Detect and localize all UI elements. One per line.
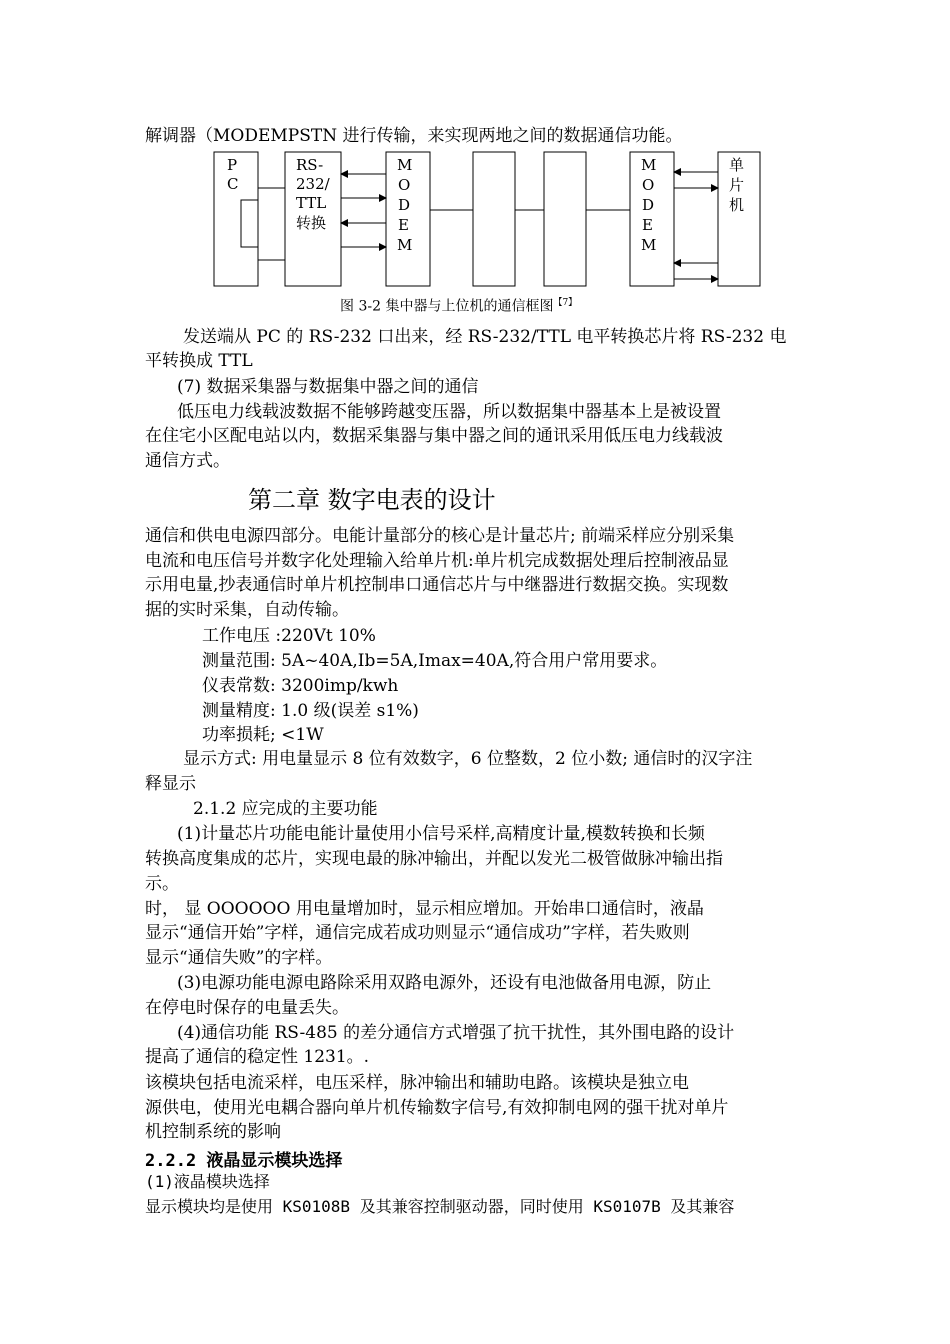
- spec-power: 功率损耗; <1W: [202, 725, 324, 745]
- para-1-line-2: 平转换成 TTL: [145, 351, 253, 371]
- func-2-line-3: 显示“通信失败”的字样。: [145, 948, 333, 968]
- body-line-1: 通信和供电电源四部分。电能计量部分的核心是计量芯片; 前端采样应分别采集: [145, 526, 735, 546]
- func-4-line-2: 提高了通信的稳定性 1231。.: [145, 1047, 370, 1067]
- figure-caption: [340, 295, 577, 316]
- modem-right-label-3: D: [642, 196, 655, 214]
- lcd-line-2: 显示模块均是使用 KS0108B 及其兼容控制驱动器，同时使用 KS0107B 及其兼容: [145, 1197, 735, 1216]
- converter-label-2: 232/: [296, 175, 330, 193]
- lcd-line-1: (1)液晶模块选择: [145, 1172, 270, 1191]
- spec-voltage: 工作电压 :220Vt 10%: [202, 626, 376, 646]
- display-mode-line-1: 显示方式: 用电量显示 8 位有效数字，6 位整数，2 位小数; 通信时的汉字注: [183, 749, 753, 769]
- channel-box-1: [473, 152, 515, 286]
- figure-caption-ref: 【7】: [553, 298, 578, 308]
- para-2: (7) 数据采集器与数据集中器之间的通信: [177, 377, 479, 397]
- body-line-4: 据的实时采集，自动传输。: [145, 600, 349, 620]
- para-3-line-1: 低压电力线载波数据不能够跨越变压器，所以数据集中器基本上是被设置: [177, 402, 721, 422]
- pc-label-1: P: [227, 156, 238, 174]
- mcu-label-1: 单: [729, 156, 745, 174]
- module-line-3: 机控制系统的影响: [145, 1122, 281, 1142]
- para-3-line-2: 在住宅小区配电站以内，数据采集器与集中器之间的通讯采用低压电力线载波: [145, 426, 723, 446]
- para-3-line-3: 通信方式。: [145, 451, 230, 471]
- modem-left-label-3: D: [398, 196, 411, 214]
- display-mode-line-2: 释显示: [145, 774, 196, 794]
- mcu-label-3: 机: [729, 196, 745, 214]
- converter-label-1: RS-: [296, 156, 324, 174]
- module-line-2: 源供电，使用光电耦合器向单片机传输数字信号,有效抑制电网的强干扰对单片: [145, 1098, 729, 1118]
- modem-left-label-5: M: [397, 236, 413, 254]
- figure-caption-text: 图 3-2 集中器与上位机的通信框图: [340, 298, 554, 315]
- mcu-label-2: 片: [729, 176, 745, 194]
- modem-left-label-1: M: [397, 156, 413, 174]
- spec-accuracy: 测量精度: 1.0 级(误差 s1%): [202, 701, 419, 721]
- modem-left-label-4: E: [398, 216, 409, 234]
- communication-block-diagram: [210, 148, 770, 290]
- modem-right-label-1: M: [641, 156, 657, 174]
- func-1-line-1: (1)计量芯片功能电能计量使用小信号采样,高精度计量,模数转换和长频: [177, 824, 705, 844]
- spec-constant: 仪表常数: 3200imp/kwh: [202, 676, 399, 696]
- func-2-line-2: 显示“通信开始”字样，通信完成若成功则显示“通信成功”字样，若失败则: [145, 923, 690, 943]
- channel-box-2: [544, 152, 586, 286]
- func-3-line-1: (3)电源功能电源电路除采用双路电源外，还设有电池做备用电源，防止: [177, 973, 712, 993]
- modem-left-label-2: O: [398, 176, 411, 194]
- func-2-line-1: 时， 显 OOOOOO 用电量增加时，显示相应增加。开始串口通信时，液晶: [145, 899, 704, 919]
- pc-link: [241, 188, 285, 260]
- converter-label-3: TTL: [296, 194, 327, 212]
- func-3-line-2: 在停电时保存的电量丢失。: [145, 998, 349, 1018]
- module-line-1: 该模块包括电流采样，电压采样，脉冲输出和辅助电路。该模块是独立电: [145, 1073, 689, 1093]
- modem-right-label-5: M: [641, 236, 657, 254]
- converter-label-4: 转换: [296, 214, 327, 232]
- intro-line: 解调器（MODEMPSTN 进行传输，来实现两地之间的数据通信功能。: [145, 126, 683, 146]
- modem-right-label-2: O: [642, 176, 655, 194]
- para-1-line-1: 发送端从 PC 的 RS-232 口出来，经 RS-232/TTL 电平转换芯片将 RS-232 电: [183, 327, 787, 347]
- modem-right-label-4: E: [642, 216, 653, 234]
- spec-range: 测量范围: 5A~40A,Ib=5A,Imax=40A,符合用户常用要求。: [202, 651, 668, 671]
- pc-label-2: C: [227, 175, 239, 193]
- func-4-line-1: (4)通信功能 RS-485 的差分通信方式增强了抗干扰性，其外围电路的设计: [177, 1023, 735, 1043]
- body-line-3: 示用电量,抄表通信时单片机控制串口通信芯片与中继器进行数据交换。实现数: [145, 575, 729, 595]
- func-1-line-3: 示。: [145, 874, 179, 894]
- section-222: 2.2.2 液晶显示模块选择: [145, 1151, 343, 1171]
- chapter-title: 第二章 数字电表的设计: [248, 486, 496, 514]
- func-1-line-2: 转换高度集成的芯片，实现电最的脉冲输出，并配以发光二极管做脉冲输出指: [145, 849, 723, 869]
- body-line-2: 电流和电压信号并数字化处理输入给单片机:单片机完成数据处理后控制液品显: [145, 551, 729, 571]
- section-212: 2.1.2 应完成的主要功能: [193, 799, 378, 819]
